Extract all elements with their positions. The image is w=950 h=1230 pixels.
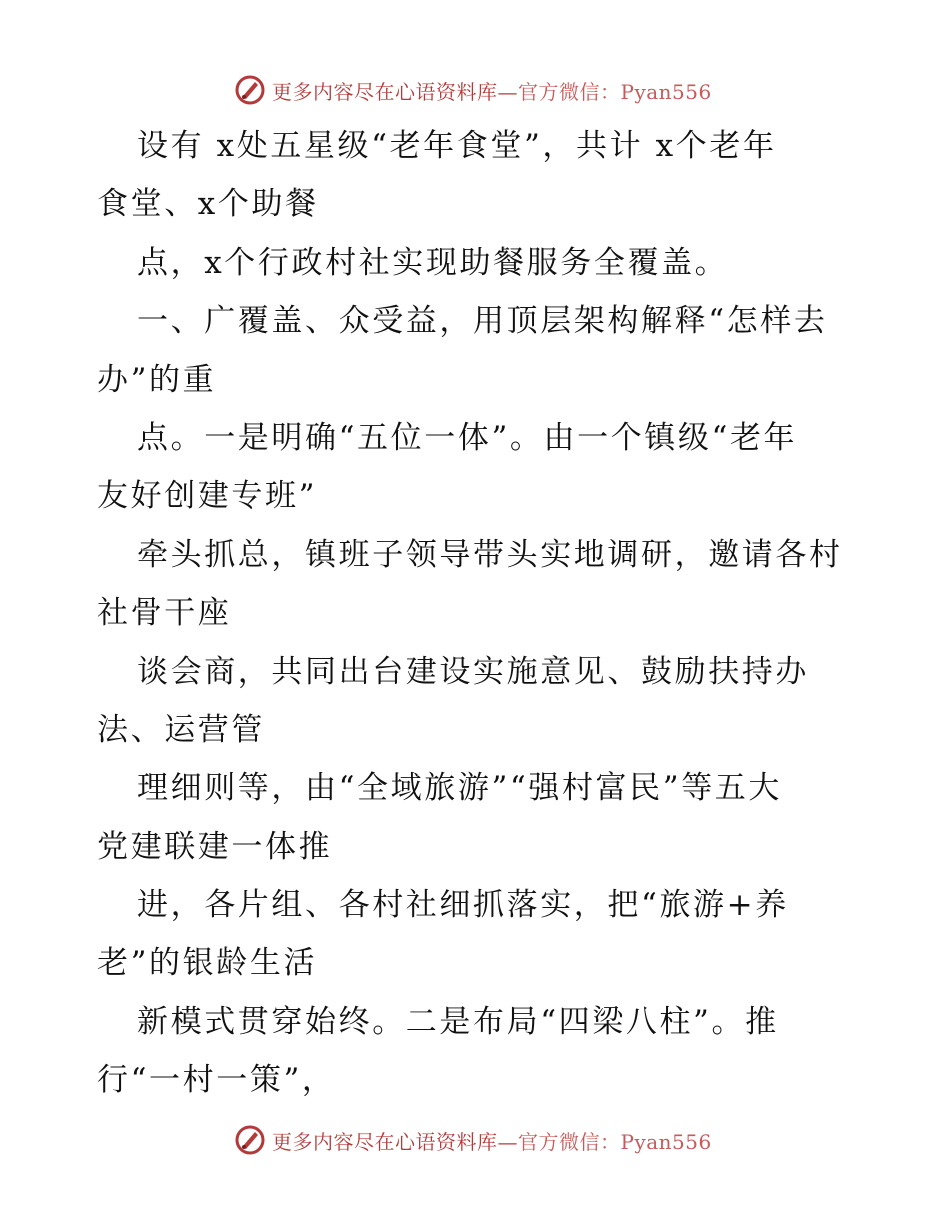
text-line-4: 一、广覆盖、众受益，用顶层架构解释“怎样去: [137, 303, 828, 340]
text-line-15: 老”的银龄生活: [97, 945, 318, 982]
text-line-16: 新模式贯穿始终。二是布局“四梁八柱”。推: [137, 1003, 779, 1040]
text-line-9: 社骨干座: [97, 595, 232, 632]
text-line-5: 办”的重: [97, 361, 217, 398]
header-banner-text: [272, 76, 712, 105]
text-line-6: 点。一是明确“五位一体”。由一个镇级“老年: [137, 419, 798, 456]
text-line-1: 设有 x处五星级“老年食堂”，共计 x个老年: [137, 128, 777, 164]
text-line-3: 点，x个行政村社实现助餐服务全覆盖。: [137, 244, 729, 281]
text-line-2: 食堂、x个助餐: [97, 186, 319, 223]
text-line-12: 理细则等，由“全域旅游”“强村富民”等五大: [137, 770, 782, 807]
text-line-7: 友好创建专班”: [97, 478, 318, 515]
text-line-14: 进，各片组、各村社细抓落实，把“旅游+养: [137, 887, 789, 924]
footer-site-text: 更多内容尽在心语资料库—: [272, 1129, 518, 1154]
header-watermark-banner: [234, 72, 712, 108]
footer-banner-text: [272, 1126, 712, 1155]
document-body: [97, 117, 867, 1110]
header-contact-text: 官方微信：Pyan556: [518, 79, 712, 104]
brand-logo-icon: [234, 74, 266, 106]
text-line-13: 党建联建一体推: [97, 828, 333, 865]
footer-watermark-banner: [234, 1122, 712, 1158]
text-line-10: 谈会商，共同出台建设实施意见、鼓励扶持办: [137, 653, 809, 690]
header-site-text: 更多内容尽在心语资料库—: [272, 79, 518, 104]
footer-contact-text: 官方微信：Pyan556: [518, 1129, 712, 1154]
brand-logo-icon: [234, 1124, 266, 1156]
text-line-11: 法、运营管: [97, 711, 265, 748]
text-line-8: 牵头抓总，镇班子领导带头实地调研，邀请各村: [137, 536, 843, 573]
text-line-17: 行“一村一策”，: [97, 1062, 336, 1099]
